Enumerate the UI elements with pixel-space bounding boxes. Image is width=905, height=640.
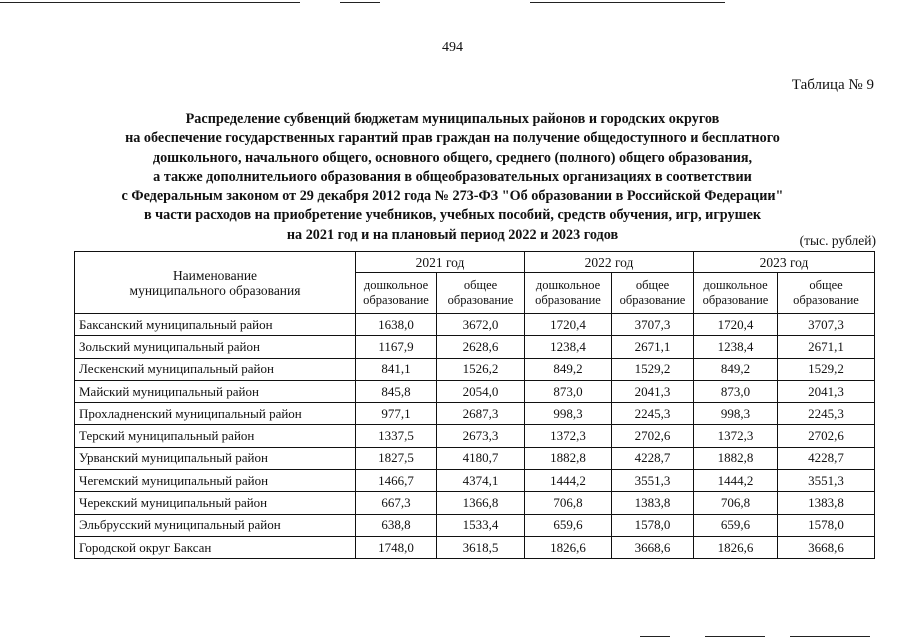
value-cell: 1827,5 xyxy=(356,447,437,469)
value-cell: 667,3 xyxy=(356,492,437,514)
value-cell: 1383,8 xyxy=(612,492,694,514)
table-label: Таблица № 9 xyxy=(791,77,874,93)
value-cell: 3707,3 xyxy=(778,314,875,336)
value-cell: 1238,4 xyxy=(525,336,612,358)
municipality-name-cell: Баксанский муниципальный район xyxy=(75,314,356,336)
value-cell: 2628,6 xyxy=(437,336,525,358)
scan-artifact-line xyxy=(340,2,380,3)
table-row xyxy=(75,336,875,358)
value-cell: 1826,6 xyxy=(525,536,612,558)
value-cell: 849,2 xyxy=(694,358,778,380)
name-column-header xyxy=(75,252,356,314)
table-row xyxy=(75,536,875,558)
municipality-name-cell: Майский муниципальный район xyxy=(75,380,356,402)
preschool-header: дошкольное образование xyxy=(694,273,778,314)
value-cell: 849,2 xyxy=(525,358,612,380)
value-cell: 2041,3 xyxy=(612,380,694,402)
value-cell: 1383,8 xyxy=(778,492,875,514)
preschool-header: дошкольное образование xyxy=(356,273,437,314)
title-line: на 2021 год и на плановый период 2022 и 2023 годов xyxy=(286,226,619,243)
value-cell: 3707,3 xyxy=(612,314,694,336)
title-line: а также дополнительиого образования в общеобразовательных организациях в соответствии xyxy=(153,168,752,185)
value-cell: 2702,6 xyxy=(778,425,875,447)
value-cell: 2041,3 xyxy=(778,380,875,402)
value-cell: 3551,3 xyxy=(612,470,694,492)
value-cell: 1533,4 xyxy=(437,514,525,536)
value-cell: 873,0 xyxy=(694,380,778,402)
name-header-line: Наименование xyxy=(172,267,258,283)
general-header: общее образование xyxy=(612,273,694,314)
value-cell: 1720,4 xyxy=(525,314,612,336)
value-cell: 1337,5 xyxy=(356,425,437,447)
table-row xyxy=(75,358,875,380)
value-cell: 706,8 xyxy=(694,492,778,514)
municipality-name-cell: Черекский муниципальный район xyxy=(75,492,356,514)
value-cell: 4374,1 xyxy=(437,470,525,492)
value-cell: 3668,6 xyxy=(778,536,875,558)
value-cell: 1372,3 xyxy=(694,425,778,447)
municipality-name-cell: Урванский муниципальный район xyxy=(75,447,356,469)
value-cell: 659,6 xyxy=(525,514,612,536)
preschool-header: дошкольное образование xyxy=(525,273,612,314)
year-header-2023: 2023 год xyxy=(694,252,875,273)
name-header-line: муниципального образования xyxy=(129,282,301,298)
page-number: 494 xyxy=(442,40,463,55)
municipality-name-cell: Городской округ Баксан xyxy=(75,536,356,558)
year-header-2021: 2021 год xyxy=(356,252,525,273)
value-cell: 2673,3 xyxy=(437,425,525,447)
table-row xyxy=(75,470,875,492)
title-line: с Федеральным законом от 29 декабря 2012 года № 273-ФЗ "Об образовании в Российской Федерации" xyxy=(121,188,784,205)
table-row xyxy=(75,403,875,425)
value-cell: 1167,9 xyxy=(356,336,437,358)
title-line: Распределение субвенций бюджетам муниципальных районов и городских округов xyxy=(185,111,720,127)
value-cell: 998,3 xyxy=(694,403,778,425)
document-title xyxy=(80,110,825,245)
value-cell: 1372,3 xyxy=(525,425,612,447)
value-cell: 1526,2 xyxy=(437,358,525,380)
value-cell: 2671,1 xyxy=(778,336,875,358)
value-cell: 1882,8 xyxy=(694,447,778,469)
table-body xyxy=(75,314,875,559)
value-cell: 659,6 xyxy=(694,514,778,536)
value-cell: 1238,4 xyxy=(694,336,778,358)
subsidy-table xyxy=(74,251,875,559)
municipality-name-cell: Прохладненский муниципальный район xyxy=(75,403,356,425)
scan-artifact-line xyxy=(0,2,300,3)
table-row xyxy=(75,314,875,336)
scan-artifact-line xyxy=(640,636,670,637)
value-cell: 1444,2 xyxy=(694,470,778,492)
value-cell: 1366,8 xyxy=(437,492,525,514)
general-header: общее образование xyxy=(437,273,525,314)
value-cell: 977,1 xyxy=(356,403,437,425)
value-cell: 2245,3 xyxy=(778,403,875,425)
units-label: (тыс. рублей) xyxy=(799,233,876,248)
value-cell: 1882,8 xyxy=(525,447,612,469)
value-cell: 706,8 xyxy=(525,492,612,514)
value-cell: 1720,4 xyxy=(694,314,778,336)
value-cell: 3551,3 xyxy=(778,470,875,492)
value-cell: 1529,2 xyxy=(612,358,694,380)
table-row xyxy=(75,492,875,514)
municipality-name-cell: Лескенский муниципальный район xyxy=(75,358,356,380)
value-cell: 1748,0 xyxy=(356,536,437,558)
value-cell: 2245,3 xyxy=(612,403,694,425)
scan-artifact-line xyxy=(530,2,725,3)
value-cell: 1444,2 xyxy=(525,470,612,492)
value-cell: 4228,7 xyxy=(612,447,694,469)
value-cell: 1529,2 xyxy=(778,358,875,380)
value-cell: 845,8 xyxy=(356,380,437,402)
value-cell: 2671,1 xyxy=(612,336,694,358)
table-row xyxy=(75,447,875,469)
value-cell: 2687,3 xyxy=(437,403,525,425)
value-cell: 4228,7 xyxy=(778,447,875,469)
value-cell: 1466,7 xyxy=(356,470,437,492)
value-cell: 1638,0 xyxy=(356,314,437,336)
value-cell: 3618,5 xyxy=(437,536,525,558)
title-line: дошкольного, начального общего, основного общего, среднего (полного) общего образования, xyxy=(152,149,753,166)
value-cell: 1578,0 xyxy=(612,514,694,536)
general-header: общее образование xyxy=(778,273,875,314)
value-cell: 998,3 xyxy=(525,403,612,425)
municipality-name-cell: Терский муниципальный район xyxy=(75,425,356,447)
municipality-name-cell: Зольский муниципальный район xyxy=(75,336,356,358)
value-cell: 638,8 xyxy=(356,514,437,536)
municipality-name-cell: Чегемский муниципальный район xyxy=(75,470,356,492)
table-row xyxy=(75,514,875,536)
table-row xyxy=(75,425,875,447)
table-row xyxy=(75,380,875,402)
value-cell: 3672,0 xyxy=(437,314,525,336)
year-header-2022: 2022 год xyxy=(525,252,694,273)
title-line: в части расходов на приобретение учебников, учебных пособий, средств обучения, игр, игрушек xyxy=(143,207,762,224)
value-cell: 1578,0 xyxy=(778,514,875,536)
value-cell: 873,0 xyxy=(525,380,612,402)
value-cell: 3668,6 xyxy=(612,536,694,558)
value-cell: 4180,7 xyxy=(437,447,525,469)
scan-artifact-line xyxy=(705,636,765,637)
title-line: на обеспечение государственных гарантий прав граждан на получение общедоступного и бесплатного xyxy=(125,130,780,147)
scan-artifact-line xyxy=(790,636,870,637)
municipality-name-cell: Эльбрусский муниципальный район xyxy=(75,514,356,536)
value-cell: 2702,6 xyxy=(612,425,694,447)
value-cell: 841,1 xyxy=(356,358,437,380)
value-cell: 2054,0 xyxy=(437,380,525,402)
value-cell: 1826,6 xyxy=(694,536,778,558)
